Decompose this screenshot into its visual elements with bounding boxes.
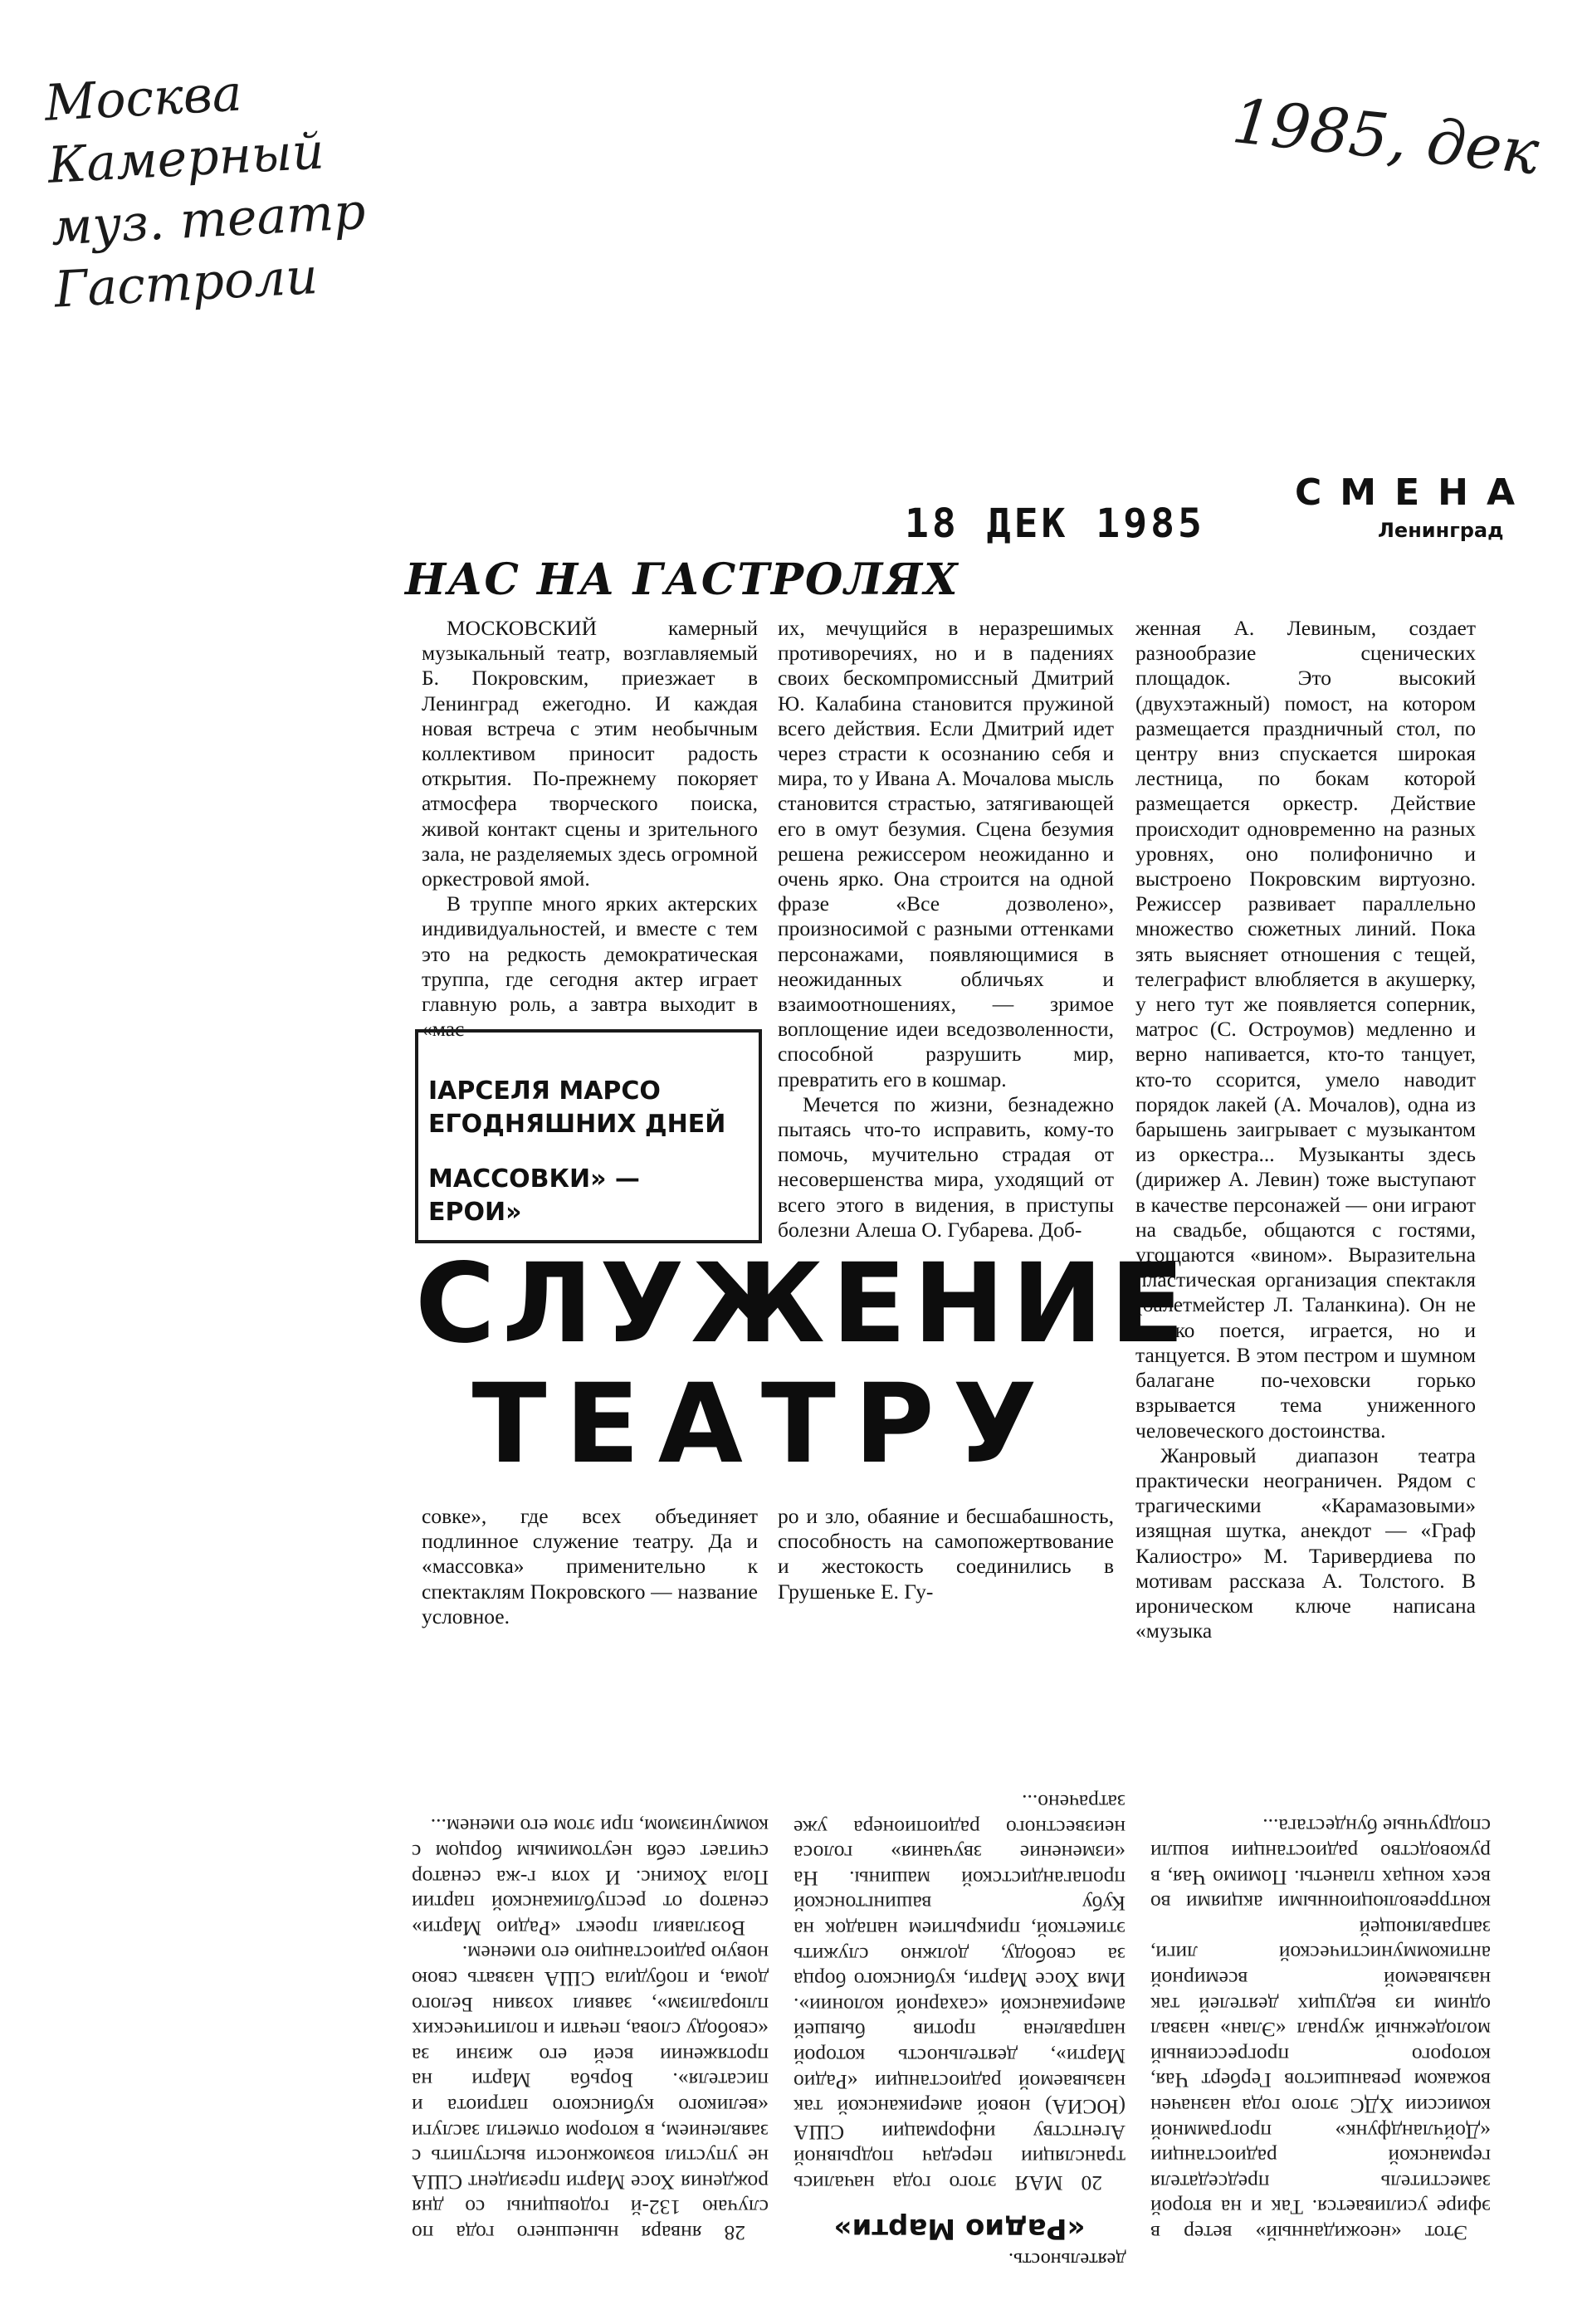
article-column-5 xyxy=(778,1504,1114,1612)
flipped-tail-text: деятельность. xyxy=(1008,2248,1126,2270)
flipped-heading: «Радио Марти» xyxy=(833,2212,1086,2245)
newspaper-city: Ленинград xyxy=(1378,519,1504,542)
section-rubric: НАС НА ГАСТРОЛЯХ xyxy=(405,554,960,605)
newspaper-name: СМЕНА xyxy=(1295,471,1534,514)
handwritten-date: 1985, дек xyxy=(1228,85,1542,189)
paragraph: ро и зло, обаяние и бесшабашность, способность на самопожертвование и жестокость соединились в Грушеньке Е. Гу- xyxy=(778,1504,1114,1604)
flipped-column-c xyxy=(1150,1731,1491,2245)
handwritten-note: Москва Камерный муз. театр Гастроли xyxy=(43,64,368,320)
date-stamp: 18 ДЕК 1985 xyxy=(905,500,1205,547)
paragraph: Этот «неожиданный» ветер в эфире усиливается. Так и на второй заместитель председателя германской радиостанции «Дойчландфунк» программной комиссии ХДС этого года назначен вожаком реваншистов Герберт Чая, которого прогрессивный молодежный журнал «Элан» назвал одним из ведущих деятелей так называемой всемирной антикоммунистической лиги, заправляющей контрреволюционными акциями во всех концах планеты. Помимо Чая, в руководство радиостанции вошли сподручные бундестага... xyxy=(1150,1814,1491,2245)
paragraph: Жанровый диапазон театра практически неограничен. Рядом с трагическими «Карамазовыми» изящная шутка, анекдот — «Граф Калиостро» М. Таривердиева по мотивам рассказа А. Толстого. В ироническом ключе написана «музыка xyxy=(1135,1443,1476,1643)
paragraph: Мечется по жизни, безнадежно пытаясь что-то исправить, кому-то помочь, мучительно страдая от несовершенства мира, уходящий от всего этого в видения, в приступы болезни Алеша О. Губарева. Доб- xyxy=(778,1091,1114,1242)
subtitle-box xyxy=(415,1029,762,1243)
paragraph: 20 МАЯ этого года начались трансляции передач подрывной Агентству информации США (ЮСИА) новой американской так называемой радиостанции «Радио Марти», деятельность которой направлена против бывшей американской «сахарной колонии». Имя Хосе Марти, кубинского борца за свободу, должно служить этикеткой, прикрытием нападок на Кубу вашингтонской пропагандистской машины. На «изменение звучания» голоса неизвестного радиопионера уже затрачено... xyxy=(794,1790,1126,2195)
headline-line-1: СЛУЖЕНИЕ xyxy=(415,1240,1192,1368)
upside-down-article xyxy=(403,1631,1491,2245)
paragraph: МОСКОВСКИЙ камерный музыкальный театр, возглавляемый Б. Покровским, приезжает в Ленинград ежегодно. И каждая новая встреча с этим необычным коллективом приносит радость открытия. По-прежнему покоряет атмосфера творческого поиска, живой контакт сцены и зрительного зала, не разделяемых здесь огромной оркестровой ямой. xyxy=(422,616,758,891)
article-column-2 xyxy=(778,616,1114,1242)
subtitle-line: ЕГОДНЯШНИХ ДНЕЙ xyxy=(428,1110,726,1139)
article-column-4 xyxy=(422,1504,758,1637)
paragraph: женная А. Левиным, создает разнообразие сценических площадок. Это высокий (двухэтажный) помост, на котором размещается праздничный стол, по центру вниз спускается широкая лестница, по бокам которой размещается оркестр. Действие происходит одновременно на разных уровнях, оно полифонично и выстроено Покровским виртуозно. Режиссер развивает параллельно множество сюжетных линий. Пока зять выясняет отношения с тещей, телеграфист влюбляется в акушерку, у него тут же появляется соперник, матрос (С. Остроумов) медленно и верно напивается, кто-то танцует, кто-то ссорится, умело наводит порядок лакей (А. Мочалов), одна из барышень заигрывает с музыкантом из оркестра... Музыканты здесь (дирижер А. Левин) тоже выступают в качестве персонажей — они играют на свадьбе, общаются с гостями, угощаются «вином». Выразительна пластическая организация спектакля (балетмейстер Л. Таланкина). Он не только поется, играется, но и танцуется. В этом пестром и шумном балагане по-чеховски горько взрывается тема униженного человеческого достоинства. xyxy=(1135,616,1476,1443)
subtitle-line: МАССОВКИ» — xyxy=(428,1164,640,1194)
paragraph: 28 января нынешнего года по случаю 132-й годовщины со дня рождения Хосе Марти президент США не упустил возможности выступить с заявлением, в котором отметил заслуги «великого кубинского патриота и писателя». Борьба Марти на протяжении всей его жизни за «свободу слова, печати и политических плюрализм», заявил хозяин Белого дома, и побудила США назвать свою новую радиостанцию его именем. xyxy=(412,1941,769,2245)
article-column-3 xyxy=(1135,616,1476,1649)
headline-line-2: ТЕАТРУ xyxy=(471,1360,1056,1488)
subtitle-line: ІАРСЕЛЯ МАРСО xyxy=(428,1077,661,1106)
paragraph: Возглавил проект «Радио Марти» сенатор от республиканской партии Пола Хокинс. И хотя г-жа сенатор считает себя неутомимым борцом с коммунизмом, при этом его именем... xyxy=(412,1814,769,1941)
article-column-1 xyxy=(422,616,758,1042)
flipped-column-b xyxy=(794,1631,1126,2195)
subtitle-line: ЕРОИ» xyxy=(428,1198,522,1227)
flipped-column-a xyxy=(412,1631,769,2245)
paragraph: В труппе много ярких актерских индивидуальностей, и вместе с тем это на редкость демократическая труппа, где сегодня актер играет главную роль, а завтра выходит в «мас- xyxy=(422,891,758,1042)
paragraph: совке», где всех объединяет подлинное служение театру. Да и «массовка» применительно к спектаклям Покровского — название условное. xyxy=(422,1504,758,1628)
paragraph: их, мечущийся в неразрешимых противоречиях, но и в падениях своих бескомпромиссный Дмитрий Ю. Калабина становится пружиной всего действия. Если Дмитрий идет через страсти к осознанию себя и мира, то у Ивана А. Мочалова мысль становится страстью, затягивающей его в омут безумия. Сцена безумия решена режиссером неожиданно и очень ярко. Она строится на одной фразе «Все дозволено», произносимой с разными оттенками персонажами, появляющимися в неожиданных обличьях и взаимоотношениях, — зримое воплощение идеи вседозволенности, способной разрушить мир, превратить его в кошмар. xyxy=(778,616,1114,1091)
